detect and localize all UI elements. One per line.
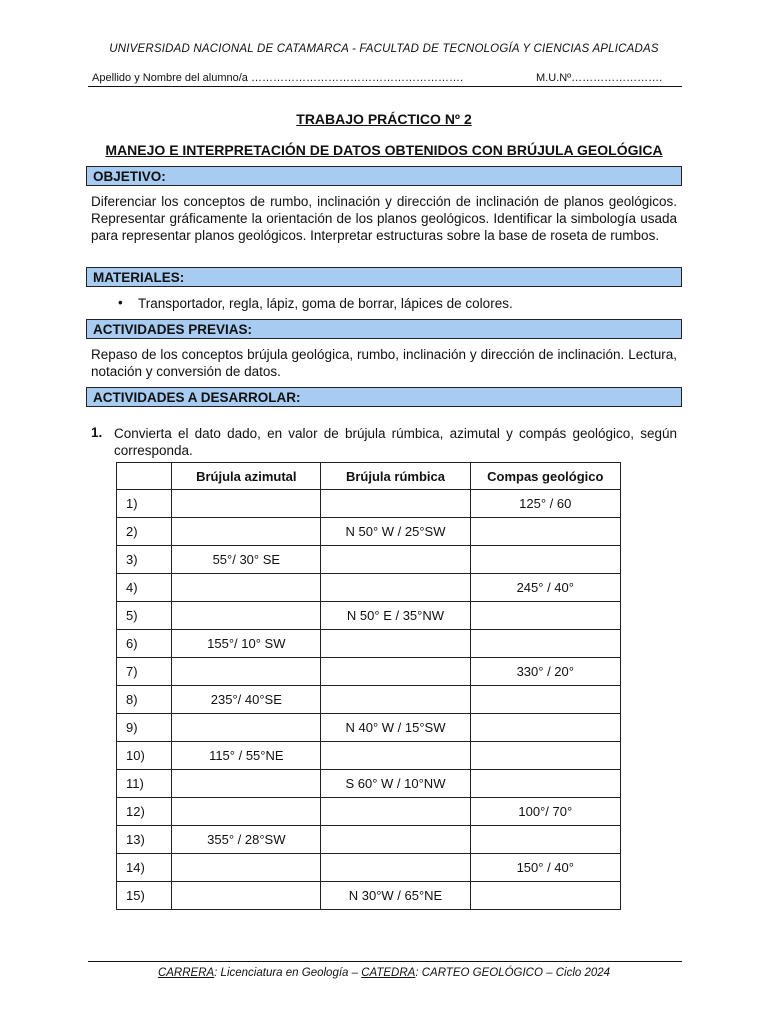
table-row xyxy=(117,882,621,910)
section-materiales-heading: MATERIALES: xyxy=(86,267,682,287)
table-cell: 125° / 60 xyxy=(470,490,620,518)
footer-carrera-value: : Licenciatura en Geología – xyxy=(214,967,362,979)
header-cell xyxy=(117,463,172,490)
table-row xyxy=(117,602,621,630)
table-row xyxy=(117,658,621,686)
table-cell xyxy=(321,658,470,686)
table-cell: 330° / 20° xyxy=(470,658,620,686)
row-number-cell: 9) xyxy=(117,714,172,742)
table-cell xyxy=(321,574,470,602)
table-cell xyxy=(172,714,321,742)
row-number-cell: 6) xyxy=(117,630,172,658)
table-cell xyxy=(321,686,470,714)
table-row xyxy=(117,854,621,882)
table-cell xyxy=(172,518,321,546)
table-cell xyxy=(172,574,321,602)
table-cell xyxy=(172,770,321,798)
section-desarrollar-heading: ACTIVIDADES A DESARROLAR: xyxy=(86,387,682,407)
question-number: 1. xyxy=(91,425,103,440)
header-divider xyxy=(88,86,682,87)
table-cell xyxy=(470,630,620,658)
mun-field: M.U.Nº……………………. xyxy=(536,72,663,84)
conversion-table xyxy=(116,462,621,910)
header-cell: Compas geológico xyxy=(470,463,620,490)
table-cell xyxy=(172,882,321,910)
table-cell xyxy=(470,882,620,910)
student-name-field: Apellido y Nombre del alumno/a …………………………………………………. xyxy=(92,72,464,84)
table-row xyxy=(117,686,621,714)
table-cell xyxy=(470,546,620,574)
question-text: Convierta el dato dado, en valor de brújula rúmbica, azimutal y compás geológico, según corresponda. xyxy=(114,426,677,458)
table-row xyxy=(117,518,621,546)
bullet-icon: • xyxy=(118,295,123,310)
table-cell: N 50° W / 25°SW xyxy=(321,518,470,546)
table-cell xyxy=(321,798,470,826)
table-cell: 100°/ 70° xyxy=(470,798,620,826)
table-cell: 55°/ 30° SE xyxy=(172,546,321,574)
table-row xyxy=(117,546,621,574)
table-header-row xyxy=(117,463,621,490)
table-row xyxy=(117,714,621,742)
table-cell xyxy=(470,602,620,630)
row-number-cell: 10) xyxy=(117,742,172,770)
footer-catedra-value: : CARTEO GEOLÓGICO – Ciclo 2024 xyxy=(415,967,611,979)
row-number-cell: 8) xyxy=(117,686,172,714)
footer-divider xyxy=(88,961,682,962)
table-cell xyxy=(470,714,620,742)
row-number-cell: 4) xyxy=(117,574,172,602)
table-cell xyxy=(470,770,620,798)
section-previas-heading: ACTIVIDADES PREVIAS: xyxy=(86,319,682,339)
table-cell xyxy=(470,686,620,714)
table-cell xyxy=(321,854,470,882)
table-row xyxy=(117,574,621,602)
objetivo-text: Diferenciar los conceptos de rumbo, inclinación y dirección de inclinación de planos geológicos. Representar gráficamente la orientación de los planos geológicos. Identificar la simbología usada para representar planos geológicos. Interpretar estructuras sobre la base de roseta de rumbos. xyxy=(91,194,677,243)
table-cell: 150° / 40° xyxy=(470,854,620,882)
table-cell xyxy=(321,630,470,658)
footer-carrera-label: CARRERA xyxy=(157,967,215,979)
table-row xyxy=(117,742,621,770)
footer-catedra-label: CATEDRA xyxy=(361,967,416,979)
university-header: UNIVERSIDAD NACIONAL DE CATAMARCA - FACULTAD DE TECNOLOGÍA Y CIENCIAS APLICADAS xyxy=(109,43,659,55)
table-cell xyxy=(172,490,321,518)
table-cell xyxy=(321,490,470,518)
table-cell xyxy=(172,602,321,630)
table-cell: 115° / 55°NE xyxy=(172,742,321,770)
section-objetivo-heading: OBJETIVO: xyxy=(86,166,682,186)
table-row xyxy=(117,770,621,798)
table-row xyxy=(117,826,621,854)
row-number-cell: 1) xyxy=(117,490,172,518)
table-cell xyxy=(172,658,321,686)
table-cell xyxy=(470,742,620,770)
table-cell xyxy=(172,798,321,826)
table-cell xyxy=(321,546,470,574)
table-cell xyxy=(321,826,470,854)
table-cell xyxy=(321,742,470,770)
table-cell xyxy=(172,854,321,882)
table-row xyxy=(117,630,621,658)
page-subtitle: MANEJO E INTERPRETACIÓN DE DATOS OBTENIDOS CON BRÚJULA GEOLÓGICA xyxy=(105,142,663,158)
table-row xyxy=(117,490,621,518)
table-cell: N 40° W / 15°SW xyxy=(321,714,470,742)
header-cell: Brújula azimutal xyxy=(172,463,321,490)
row-number-cell: 5) xyxy=(117,602,172,630)
row-number-cell: 15) xyxy=(117,882,172,910)
row-number-cell: 12) xyxy=(117,798,172,826)
header-cell: Brújula rúmbica xyxy=(321,463,470,490)
table-cell: N 30°W / 65°NE xyxy=(321,882,470,910)
table-cell: 355° / 28°SW xyxy=(172,826,321,854)
table-cell xyxy=(470,518,620,546)
table-cell: 155°/ 10° SW xyxy=(172,630,321,658)
table-cell: 235°/ 40°SE xyxy=(172,686,321,714)
row-number-cell: 13) xyxy=(117,826,172,854)
table-row xyxy=(117,798,621,826)
row-number-cell: 7) xyxy=(117,658,172,686)
page-title: TRABAJO PRÁCTICO Nº 2 xyxy=(296,111,472,127)
table-cell xyxy=(470,826,620,854)
previas-text: Repaso de los conceptos brújula geológica, rumbo, inclinación y dirección de inclinación. Lectura, notación y conversión de datos. xyxy=(91,347,677,379)
row-number-cell: 3) xyxy=(117,546,172,574)
table-cell: N 50° E / 35°NW xyxy=(321,602,470,630)
row-number-cell: 14) xyxy=(117,854,172,882)
materiales-item: Transportador, regla, lápiz, goma de borrar, lápices de colores. xyxy=(138,296,513,311)
footer xyxy=(0,967,768,979)
table-cell: S 60° W / 10°NW xyxy=(321,770,470,798)
row-number-cell: 11) xyxy=(117,770,172,798)
row-number-cell: 2) xyxy=(117,518,172,546)
table-cell: 245° / 40° xyxy=(470,574,620,602)
